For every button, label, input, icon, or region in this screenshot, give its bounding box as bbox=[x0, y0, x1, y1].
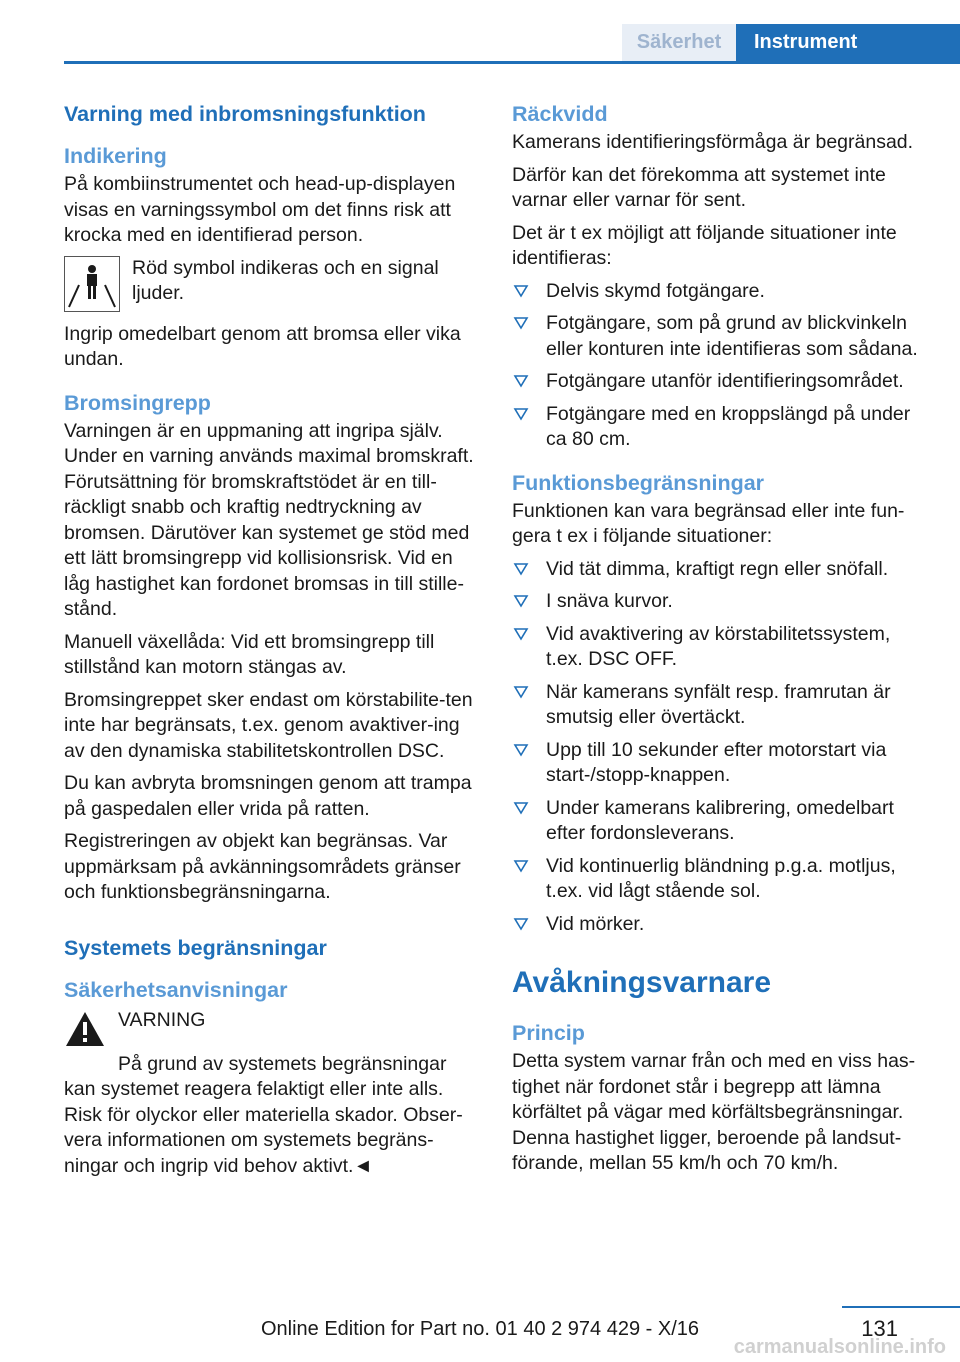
list-item bbox=[512, 912, 928, 938]
paragraph: Registreringen av objekt kan begränsas. Var uppmärksam på avkänningsområdets gränser och funktionsbegränsningarna. bbox=[64, 830, 461, 903]
right-column bbox=[512, 100, 928, 1184]
list-item-text: Vid avaktivering av körstabilitetssystem, t.ex. DSC OFF. bbox=[546, 622, 891, 670]
heading-rackvidd: Räckvidd bbox=[512, 102, 608, 126]
list-item-text: Delvis skymd fotgängare. bbox=[546, 279, 765, 302]
paragraph: Ingrip omedelbart genom att bromsa eller vika undan. bbox=[64, 322, 461, 370]
heading-bromsingrepp: Bromsingrepp bbox=[64, 390, 211, 415]
bullet-list-rackvidd bbox=[512, 279, 928, 453]
section-title-systemets: Systemets begränsningar bbox=[64, 935, 327, 960]
list-item bbox=[512, 402, 928, 453]
header-rule bbox=[64, 61, 960, 64]
bullet-list-funktion bbox=[512, 557, 928, 938]
triangle-bullet-icon bbox=[512, 369, 530, 393]
list-item bbox=[512, 557, 928, 583]
paragraph: Kamerans identifieringsförmåga är begränsad. bbox=[512, 131, 914, 153]
list-item bbox=[512, 622, 928, 673]
heading-funktionsbegransningar: Funktionsbegränsningar bbox=[512, 470, 765, 495]
pedestrian-warning-icon bbox=[64, 256, 120, 312]
triangle-bullet-icon bbox=[512, 854, 530, 878]
warning-text: På grund av systemets begränsningar kan systemet reagera felaktigt eller inte alls. Risk för olyckor eller materiella skador. Obser-vera informationen om systemets begräns-ningar och ingrip vid behov aktivt.◄ bbox=[64, 1052, 463, 1177]
footer-edition: Online Edition for Part no. 01 40 2 974 429 - X/16 bbox=[260, 1318, 700, 1340]
list-item bbox=[512, 854, 928, 905]
triangle-bullet-icon bbox=[512, 622, 530, 646]
list-item-text: När kamerans synfält resp. framrutan är smutsig eller övertäckt. bbox=[546, 680, 891, 728]
paragraph: Manuell växellåda: Vid ett bromsingrepp till stillstånd kan motorn stängas av. bbox=[64, 630, 435, 678]
list-item-text: Fotgängare, som på grund av blickvinkeln eller konturen inte identifieras som sådana. bbox=[546, 312, 918, 360]
left-column bbox=[64, 100, 480, 1186]
list-item bbox=[512, 680, 928, 731]
triangle-bullet-icon bbox=[512, 738, 530, 762]
page-number: 131 bbox=[861, 1316, 898, 1341]
list-item-text: Under kamerans kalibrering, omedelbart efter fordonsleverans. bbox=[546, 796, 894, 844]
list-item bbox=[512, 369, 928, 395]
triangle-bullet-icon bbox=[512, 311, 530, 335]
triangle-bullet-icon bbox=[512, 557, 530, 581]
symbol-description: Röd symbol indikeras och en signal ljuder. bbox=[132, 256, 439, 304]
paragraph: Varningen är en uppmaning att ingripa själv. Under en varning används maximal bromskraft. Förutsättning för bromskraftstödet är en till-räckligt snabb och kraftig nedtryckning av bromsen. Därutöver kan systemet ge stöd med ett lätt bromsingrepp vid kollisionsrisk. Vid en låg hastighet kan fordonet bromsas in till stille-stånd. bbox=[64, 419, 474, 620]
list-item bbox=[512, 311, 928, 362]
list-item bbox=[512, 796, 928, 847]
paragraph: Funktionen kan vara begränsad eller inte fun-gera t ex i följande situationer: bbox=[512, 499, 905, 547]
list-item-text: Vid kontinuerlig bländning p.g.a. motljus, t.ex. vid lågt stående sol. bbox=[546, 854, 896, 902]
section-title-varning: Varning med inbromsningsfunktion bbox=[64, 102, 426, 126]
section-title-avakningsvarnare: Avåkningsvarnare bbox=[512, 966, 772, 999]
paragraph: På kombiinstrumentet och head-up-displayen visas en varningssymbol om det finns risk att krocka med en identifierad person. bbox=[64, 173, 456, 246]
list-item bbox=[512, 589, 928, 615]
list-item bbox=[512, 738, 928, 789]
paragraph: Bromsingreppet sker endast om körstabilite-ten inte har begränsats, t.ex. genom avaktiver-ing av den dynamiska stabilitetskontrollen DSC. bbox=[64, 688, 473, 762]
list-item-text: I snäva kurvor. bbox=[546, 590, 673, 612]
heading-indikering: Indikering bbox=[64, 144, 167, 168]
triangle-bullet-icon bbox=[512, 796, 530, 820]
warning-triangle-icon bbox=[64, 1010, 106, 1048]
warning-block bbox=[64, 1008, 480, 1048]
paragraph: Därför kan det förekomma att systemet inte varnar eller varnar för sent. bbox=[512, 163, 886, 211]
list-item-text: Fotgängare utanför identifieringsområdet. bbox=[546, 370, 904, 392]
list-item-text: Vid tät dimma, kraftigt regn eller snöfall. bbox=[546, 557, 889, 580]
heading-princip: Princip bbox=[512, 1021, 585, 1045]
heading-sakerhetsanvisningar: Säkerhetsanvisningar bbox=[64, 977, 288, 1002]
list-item-text: Fotgängare med en kroppslängd på under ca 80 cm. bbox=[546, 402, 911, 450]
triangle-bullet-icon bbox=[512, 589, 530, 613]
triangle-bullet-icon bbox=[512, 402, 530, 426]
triangle-bullet-icon bbox=[512, 912, 530, 936]
paragraph: Du kan avbryta bromsningen genom att trampa på gaspedalen eller vrida på ratten. bbox=[64, 772, 472, 820]
symbol-row bbox=[64, 256, 480, 312]
paragraph: Detta system varnar från och med en viss has-tighet när fordonet står i begrepp att lämna körfältet på vägar med körfältsbegränsningar. Denna hastighet ligger, beroende på landsut-förande, mellan 55 km/h och 70 km/h. bbox=[512, 1050, 916, 1174]
triangle-bullet-icon bbox=[512, 279, 530, 303]
paragraph: Det är t ex möjligt att följande situationer inte identifieras: bbox=[512, 221, 897, 269]
tab-instrument: Instrument bbox=[736, 24, 960, 61]
list-item-text: Upp till 10 sekunder efter motorstart via start-/stopp-knappen. bbox=[546, 738, 887, 786]
tab-sakerhet: Säkerhet bbox=[622, 24, 736, 61]
warning-label: VARNING bbox=[118, 1008, 206, 1031]
page-number-rule bbox=[842, 1306, 960, 1308]
triangle-bullet-icon bbox=[512, 680, 530, 704]
list-item bbox=[512, 279, 928, 305]
list-item-text: Vid mörker. bbox=[546, 912, 645, 935]
watermark: carmanualsonline.info bbox=[733, 1336, 946, 1358]
